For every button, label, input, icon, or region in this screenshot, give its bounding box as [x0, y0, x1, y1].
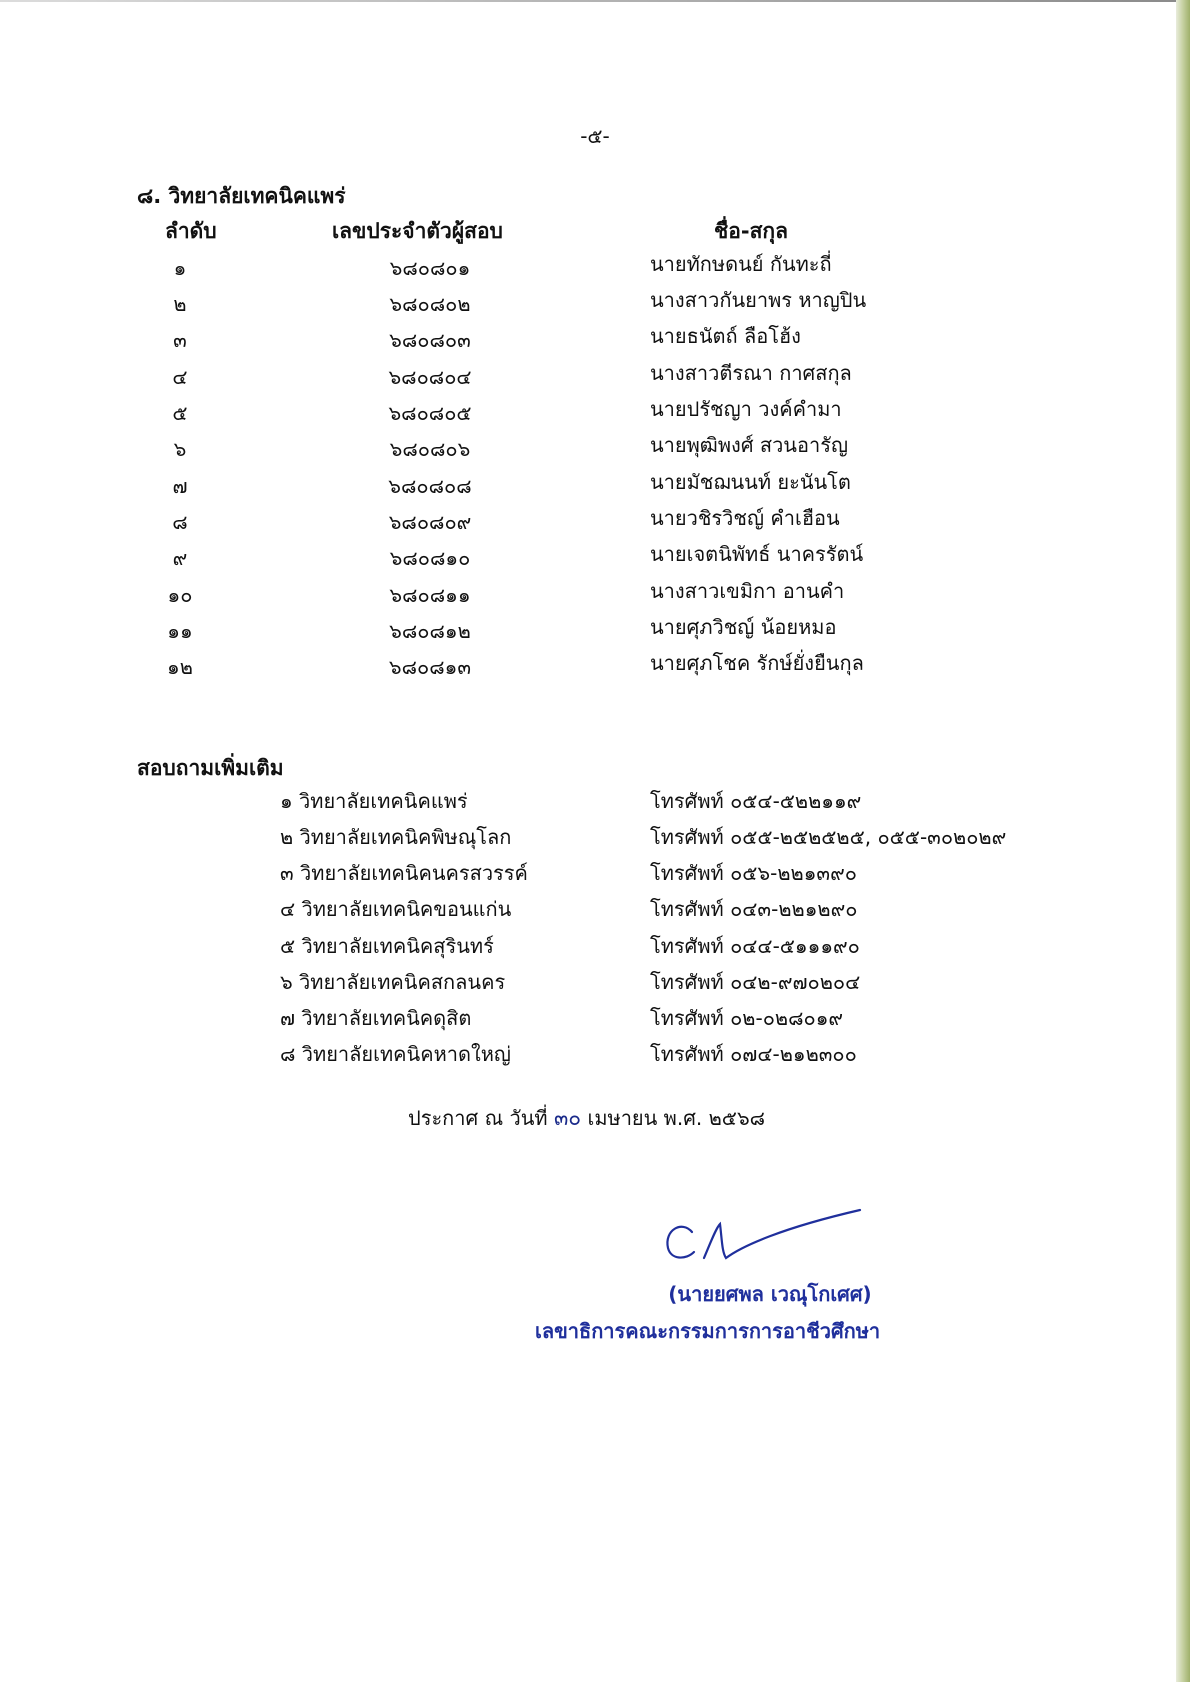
row-order: ๑๒ [167, 655, 193, 679]
contact-phone: โทรศัพท์ ๐๔๓-๒๒๑๒๙๐ [650, 897, 858, 921]
row-full-name: นายธนัตถ์ ลือโฮ้ง [650, 324, 801, 348]
contact-item [0, 857, 1190, 891]
contact-college: ๕ วิทยาลัยเทคนิคสุรินทร์ [280, 934, 494, 958]
contact-college: ๑ วิทยาลัยเทคนิคแพร่ [280, 789, 468, 813]
table-row [0, 429, 1190, 463]
table-row [0, 538, 1190, 572]
contact-phone: โทรศัพท์ ๐๗๔-๒๑๒๓๐๐ [650, 1042, 857, 1066]
signer-name: (นายยศพล เวณุโกเศศ) [668, 1282, 872, 1306]
contact-item [0, 1038, 1190, 1072]
row-exam-id: ๖๘๐๘๐๑ [389, 256, 471, 280]
signature-image [662, 1202, 872, 1272]
row-full-name: นายทักษดนย์ กันทะถี่ [650, 252, 832, 276]
row-order: ๒ [173, 292, 187, 316]
row-full-name: นายปรัชญา วงค์คำมา [650, 397, 842, 421]
row-exam-id: ๖๘๐๘๐๒ [389, 292, 471, 316]
row-full-name: นายเจตนิพัทธ์ นาครรัตน์ [650, 542, 864, 566]
row-order: ๑๑ [167, 619, 193, 643]
contact-phone: โทรศัพท์ ๐๒-๐๒๘๐๑๙ [650, 1006, 844, 1030]
page-number: -๕- [580, 124, 610, 148]
table-row [0, 502, 1190, 536]
table-row [0, 284, 1190, 318]
row-order: ๕ [172, 401, 188, 425]
row-full-name: นายศุภวิชญ์ น้อยหมอ [650, 615, 837, 639]
contact-item [0, 930, 1190, 964]
table-row [0, 575, 1190, 609]
table-row [0, 647, 1190, 681]
announcement-suffix: เมษายน พ.ศ. ๒๕๖๘ [587, 1106, 766, 1130]
row-order: ๑๐ [167, 583, 193, 607]
contact-phone: โทรศัพท์ ๐๔๔-๕๑๑๑๙๐ [650, 934, 860, 958]
contact-college: ๖ วิทยาลัยเทคนิคสกลนคร [280, 970, 506, 994]
row-full-name: นายวชิรวิชญ์ คำเฮือน [650, 506, 840, 530]
row-order: ๙ [172, 546, 188, 570]
row-exam-id: ๖๘๐๘๑๐ [389, 546, 471, 570]
announcement-date [408, 1102, 765, 1135]
header-full-name: ชื่อ-สกุล [714, 219, 788, 243]
row-exam-id: ๖๘๐๘๑๒ [389, 619, 471, 643]
header-exam-id: เลขประจำตัวผู้สอบ [332, 219, 503, 243]
contact-phone: โทรศัพท์ ๐๔๒-๙๗๐๒๐๔ [650, 970, 861, 994]
row-full-name: นางสาวเขมิกา อานคำ [650, 579, 845, 603]
row-order: ๓ [173, 328, 187, 352]
contact-item [0, 893, 1190, 927]
inquiry-title: สอบถามเพิ่มเติม [137, 756, 284, 780]
section-title: ๘. วิทยาลัยเทคนิคแพร่ [137, 184, 346, 208]
contact-item [0, 1002, 1190, 1036]
signer-position: เลขาธิการคณะกรรมการการอาชีวศึกษา [535, 1319, 881, 1343]
row-order: ๑ [173, 256, 187, 280]
row-exam-id: ๖๘๐๘๑๑ [389, 583, 471, 607]
row-exam-id: ๖๘๐๘๐๙ [388, 510, 472, 534]
row-full-name: นางสาวกันยาพร หาญปิน [650, 288, 867, 312]
row-exam-id: ๖๘๐๘๐๔ [388, 365, 472, 389]
contact-college: ๒ วิทยาลัยเทคนิคพิษณุโลก [280, 825, 512, 849]
contact-college: ๘ วิทยาลัยเทคนิคหาดใหญ่ [280, 1042, 511, 1066]
table-row [0, 357, 1190, 391]
table-row [0, 393, 1190, 427]
contact-college: ๓ วิทยาลัยเทคนิคนครสวรรค์ [280, 861, 528, 885]
announcement-prefix: ประกาศ ณ วันที่ [408, 1106, 548, 1130]
row-exam-id: ๖๘๐๘๐๓ [389, 328, 471, 352]
row-full-name: นายศุภโชค รักษ์ยั่งยืนกุล [650, 651, 864, 675]
contact-item [0, 966, 1190, 1000]
row-exam-id: ๖๘๐๘๑๓ [388, 655, 472, 679]
contact-item [0, 785, 1190, 819]
row-full-name: นายมัชฌนนท์ ยะนันโต [650, 470, 851, 494]
row-full-name: นางสาวตีรณา กาศสกุล [650, 361, 852, 385]
table-row [0, 611, 1190, 645]
contact-phone: โทรศัพท์ ๐๕๖-๒๒๑๓๙๐ [650, 861, 857, 885]
row-exam-id: ๖๘๐๘๐๕ [388, 401, 472, 425]
announcement-day: ๓๐ [553, 1106, 582, 1130]
contact-phone: โทรศัพท์ ๐๕๔-๕๒๒๑๑๙ [650, 789, 862, 813]
contact-item [0, 821, 1190, 855]
row-exam-id: ๖๘๐๘๐๖ [389, 437, 471, 461]
row-full-name: นายพุฒิพงศ์ สวนอารัญ [650, 433, 849, 457]
table-row [0, 248, 1190, 282]
row-order: ๗ [172, 474, 188, 498]
contact-phone: โทรศัพท์ ๐๕๕-๒๕๒๕๒๕, ๐๕๕-๓๐๒๐๒๙ [650, 825, 1007, 849]
row-order: ๔ [172, 365, 188, 389]
row-order: ๘ [172, 510, 188, 534]
table-row [0, 466, 1190, 500]
header-order: ลำดับ [165, 219, 217, 243]
contact-college: ๗ วิทยาลัยเทคนิคดุสิต [280, 1006, 472, 1030]
scan-edge-top [0, 0, 1190, 2]
table-row [0, 320, 1190, 354]
contact-college: ๔ วิทยาลัยเทคนิคขอนแก่น [280, 897, 512, 921]
row-exam-id: ๖๘๐๘๐๘ [388, 474, 472, 498]
row-order: ๖ [173, 437, 187, 461]
